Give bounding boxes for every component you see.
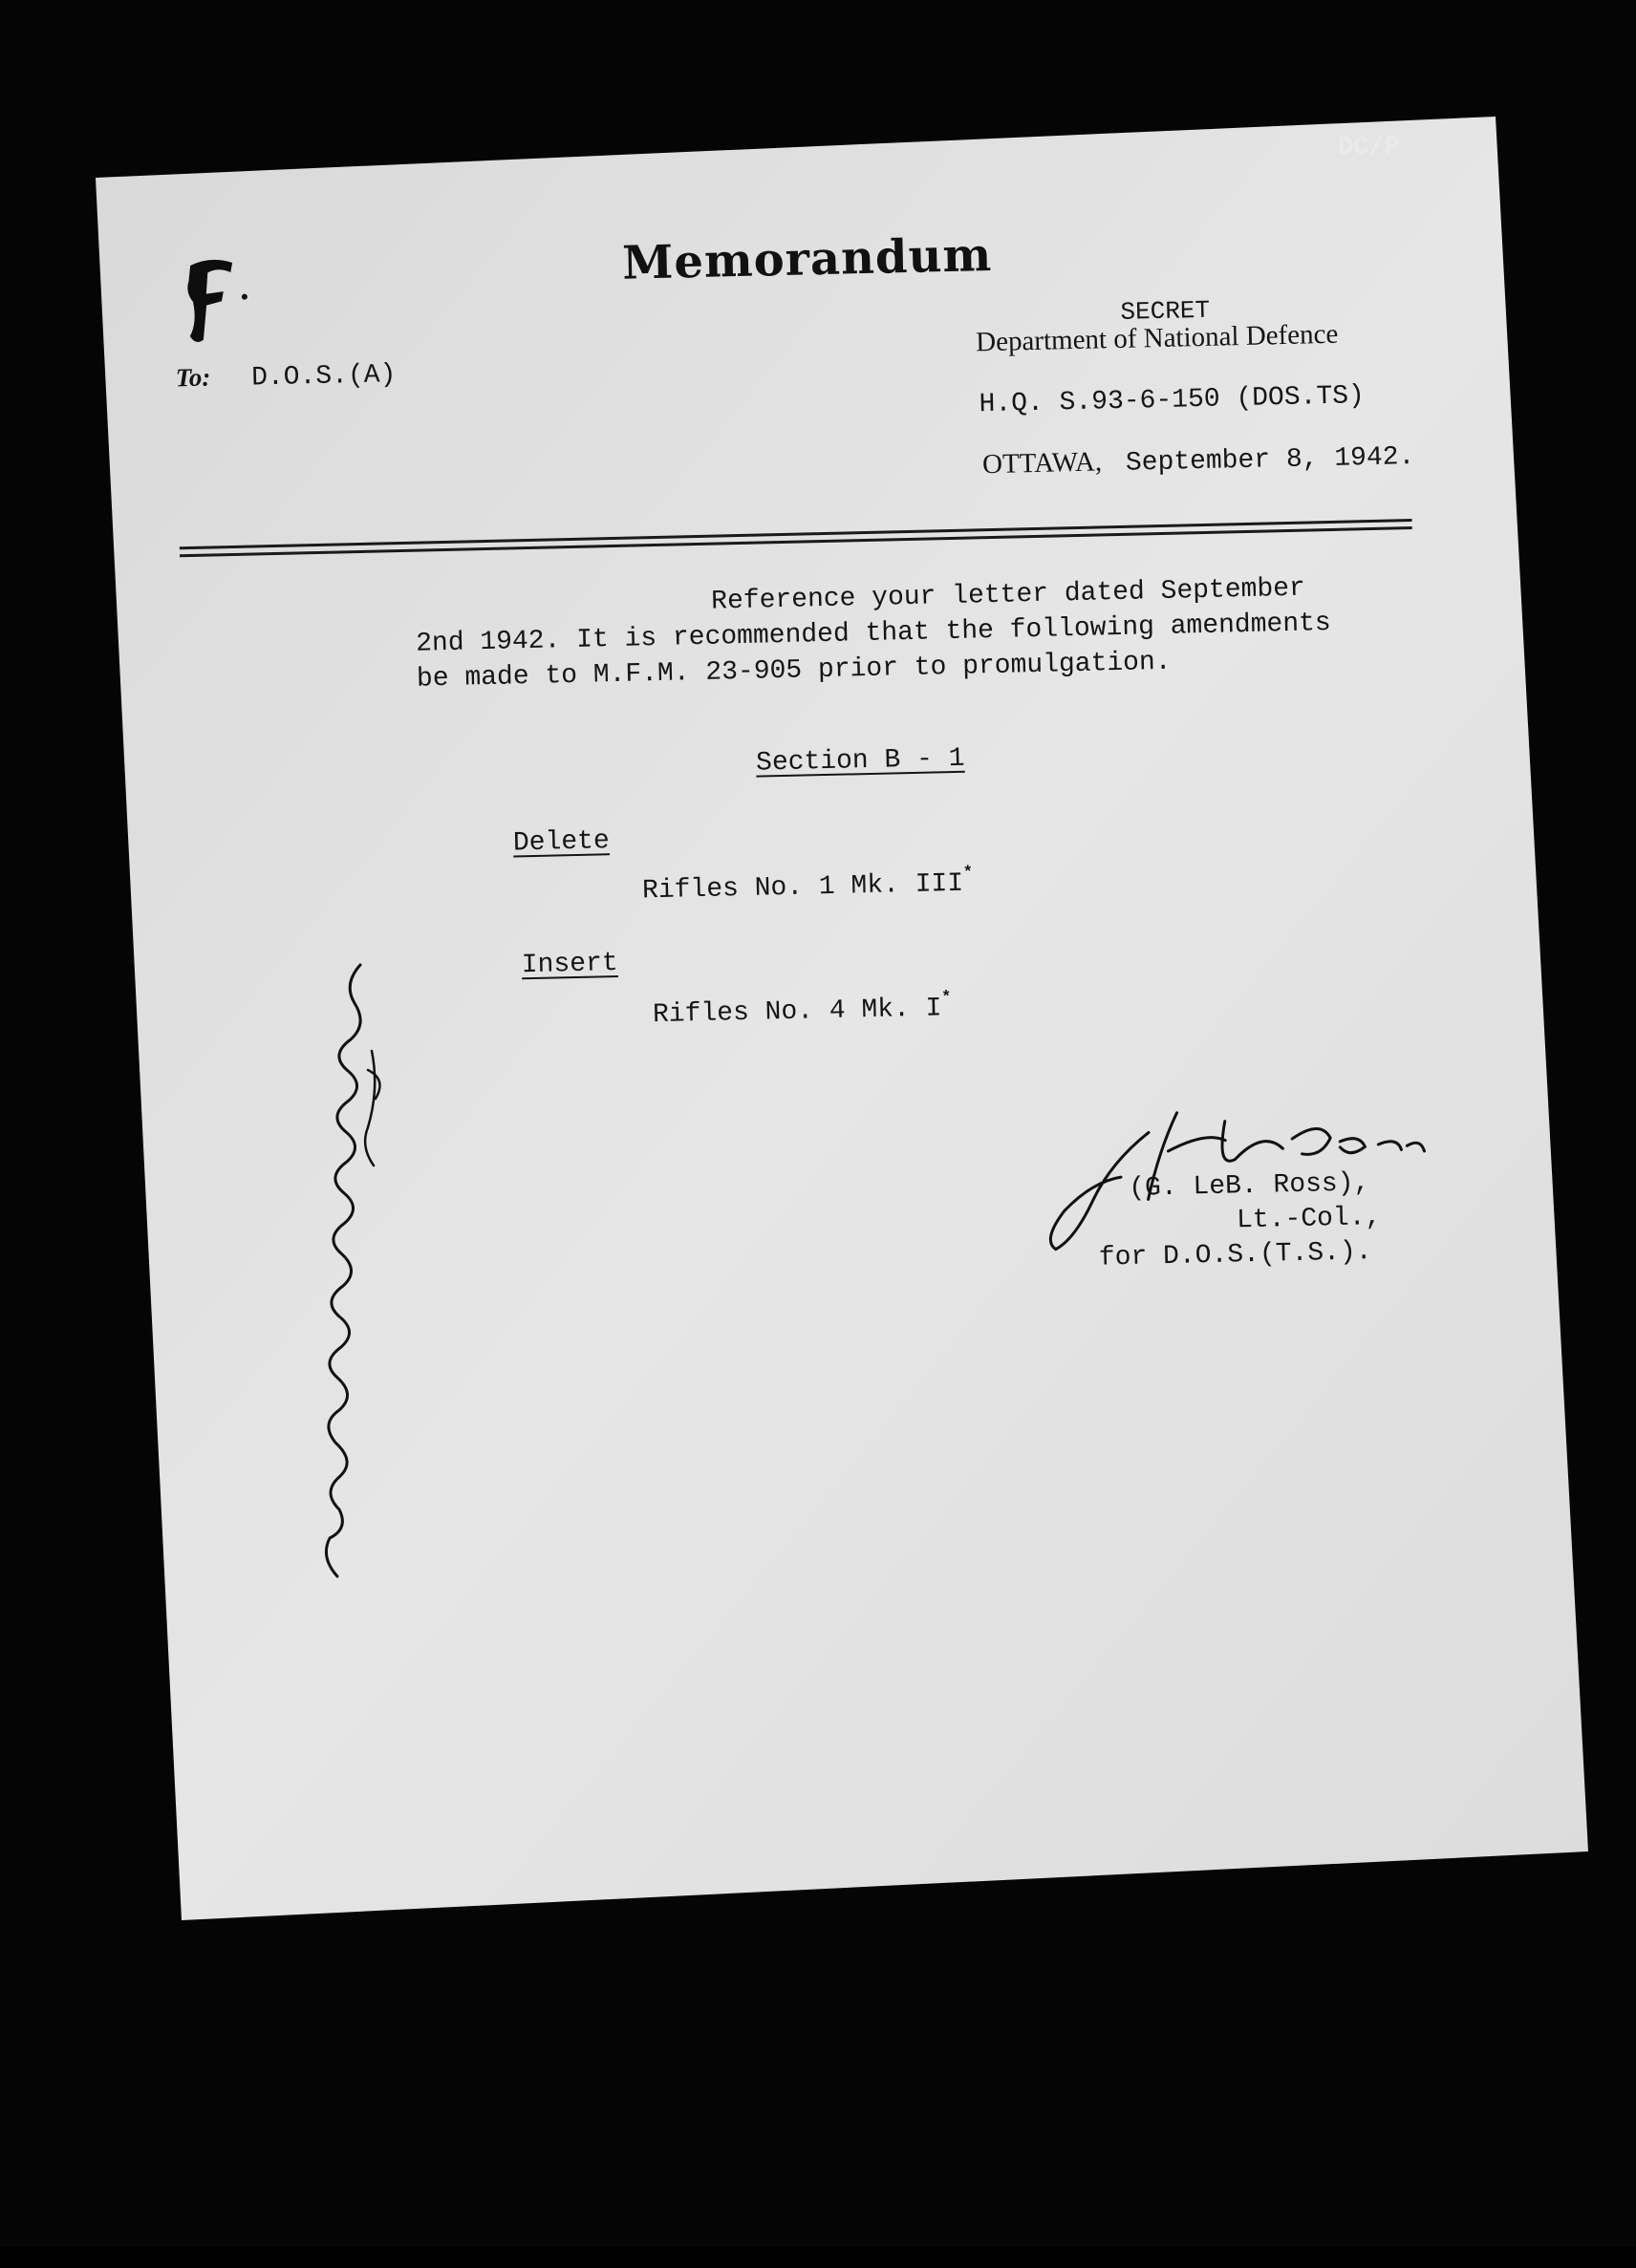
delete-label: Delete bbox=[512, 826, 611, 859]
body-line-2: 2nd 1942. It is recommended that the following amendments bbox=[415, 608, 1332, 659]
to-label: To: bbox=[175, 362, 211, 393]
delete-item-mark: * bbox=[962, 864, 974, 883]
insert-item-text: Rifles No. 4 Mk. I bbox=[652, 994, 942, 1031]
margin-handwritten-note bbox=[272, 946, 397, 1595]
delete-item-text: Rifles No. 1 Mk. III bbox=[641, 868, 964, 907]
to-recipient: D.O.S.(A) bbox=[250, 360, 397, 394]
signatory-for-line: for D.O.S.(T.S.). bbox=[1098, 1237, 1372, 1273]
insert-item bbox=[652, 982, 952, 1032]
delete-item bbox=[642, 858, 974, 909]
signatory-rank: Lt.-Col., bbox=[1236, 1202, 1382, 1236]
insert-item-mark: * bbox=[940, 989, 952, 1008]
memo-date: September 8, 1942. bbox=[1125, 441, 1415, 479]
document-code: DC/P bbox=[1338, 134, 1400, 162]
letterhead-mark-icon bbox=[173, 255, 251, 353]
section-heading: Section B - 1 bbox=[755, 743, 965, 779]
place-date-line bbox=[982, 439, 1415, 483]
to-line bbox=[175, 356, 396, 396]
signatory-name: (G. LeB. Ross), bbox=[1128, 1168, 1370, 1204]
classification-stamp: SECRET bbox=[1120, 295, 1211, 327]
place: OTTAWA, bbox=[981, 446, 1103, 481]
page-title: Memorandum bbox=[621, 227, 993, 290]
header-rule-top bbox=[180, 519, 1412, 549]
body-line-3: be made to M.F.M. 23-905 prior to promulgation. bbox=[416, 647, 1172, 695]
department-name: Department of National Defence bbox=[975, 318, 1339, 358]
insert-label: Insert bbox=[521, 948, 619, 981]
body-line-1: Reference your letter dated September bbox=[710, 573, 1306, 617]
file-reference: H.Q. S.93-6-150 (DOS.TS) bbox=[979, 381, 1366, 420]
